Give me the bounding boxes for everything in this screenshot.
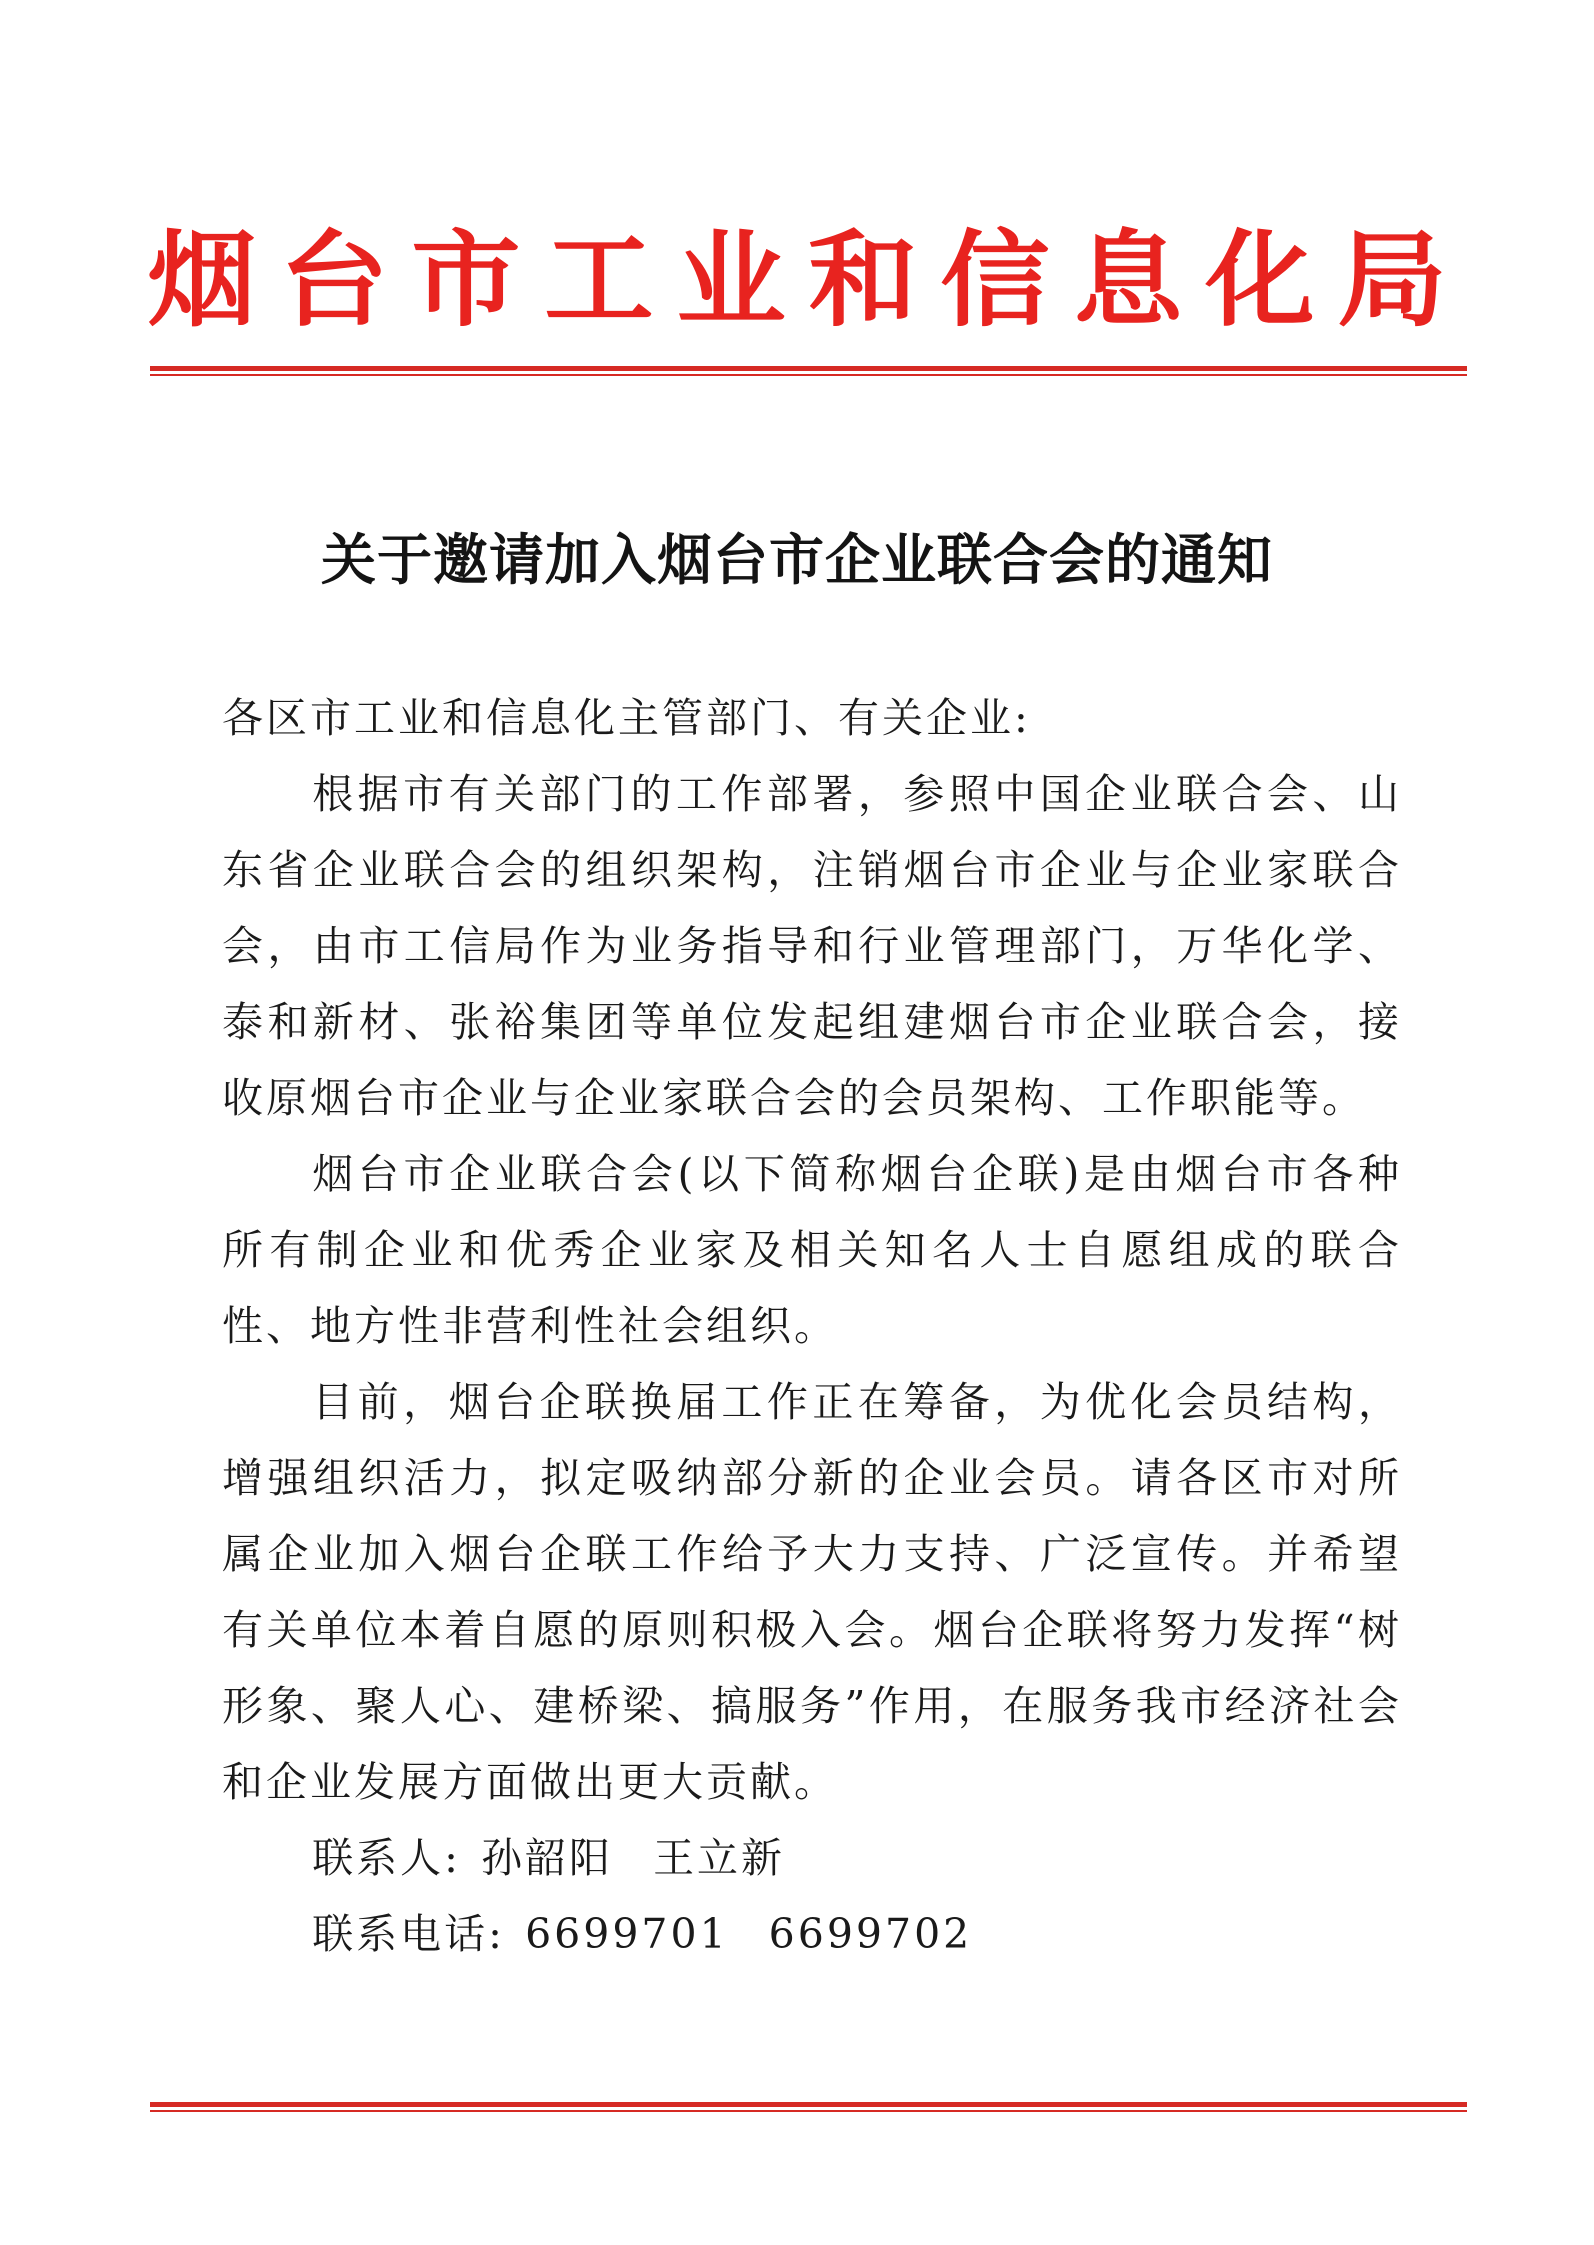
masthead-char: 和: [808, 218, 918, 341]
document-title: 关于邀请加入烟台市企业联合会的通知: [320, 527, 1273, 592]
salutation: 各区市工业和信息化主管部门、有关企业:: [222, 694, 1031, 742]
masthead-title: [147, 215, 1447, 345]
contact-phone: 6699702: [768, 1910, 973, 1958]
masthead-char: 信: [940, 218, 1050, 341]
masthead-char: 工: [544, 218, 654, 341]
contact-person: 孙韶阳: [481, 1834, 614, 1882]
contact-phone: 6699701: [525, 1910, 729, 1958]
contact-person: 王立新: [653, 1834, 786, 1882]
masthead-char: 市: [411, 218, 522, 341]
masthead-char: 化: [1205, 218, 1315, 341]
contact-person-label: 联系人:: [312, 1834, 462, 1882]
header-divider: [150, 366, 1467, 376]
masthead-char: 局: [1337, 218, 1447, 341]
document-body: [222, 680, 1402, 1972]
contact-persons-line: [222, 1820, 1402, 1896]
masthead-char: 业: [676, 218, 786, 341]
masthead-char: 烟: [147, 218, 257, 341]
footer-divider: [150, 2102, 1467, 2112]
contact-phone-label: 联系电话:: [312, 1910, 506, 1958]
masthead-char: 息: [1072, 218, 1183, 341]
contact-phones-line: [222, 1896, 1402, 1972]
masthead-char: 台: [279, 218, 389, 341]
paragraph: 根据市有关部门的工作部署，参照中国企业联合会、山东省企业联合会的组织架构，注销烟台市企业与企业家联合会，由市工信局作为业务指导和行业管理部门，万华化学、泰和新材、张裕集团等单位发起组建烟台市企业联合会，接收原烟台市企业与企业家联合会的会员架构、工作职能等。: [222, 770, 1402, 1122]
paragraph: 目前，烟台企联换届工作正在筹备，为优化会员结构，增强组织活力，拟定吸纳部分新的企业会员。请各区市对所属企业加入烟台企联工作给予大力支持、广泛宣传。并希望有关单位本着自愿的原则积极入会。烟台企联将努力发挥“树形象、聚人心、建桥梁、搞服务”作用，在服务我市经济社会和企业发展方面做出更大贡献。: [222, 1378, 1402, 1806]
paragraph: 烟台市企业联合会(以下简称烟台企联)是由烟台市各种所有制企业和优秀企业家及相关知名人士自愿组成的联合性、地方性非营利性社会组织。: [222, 1150, 1402, 1350]
